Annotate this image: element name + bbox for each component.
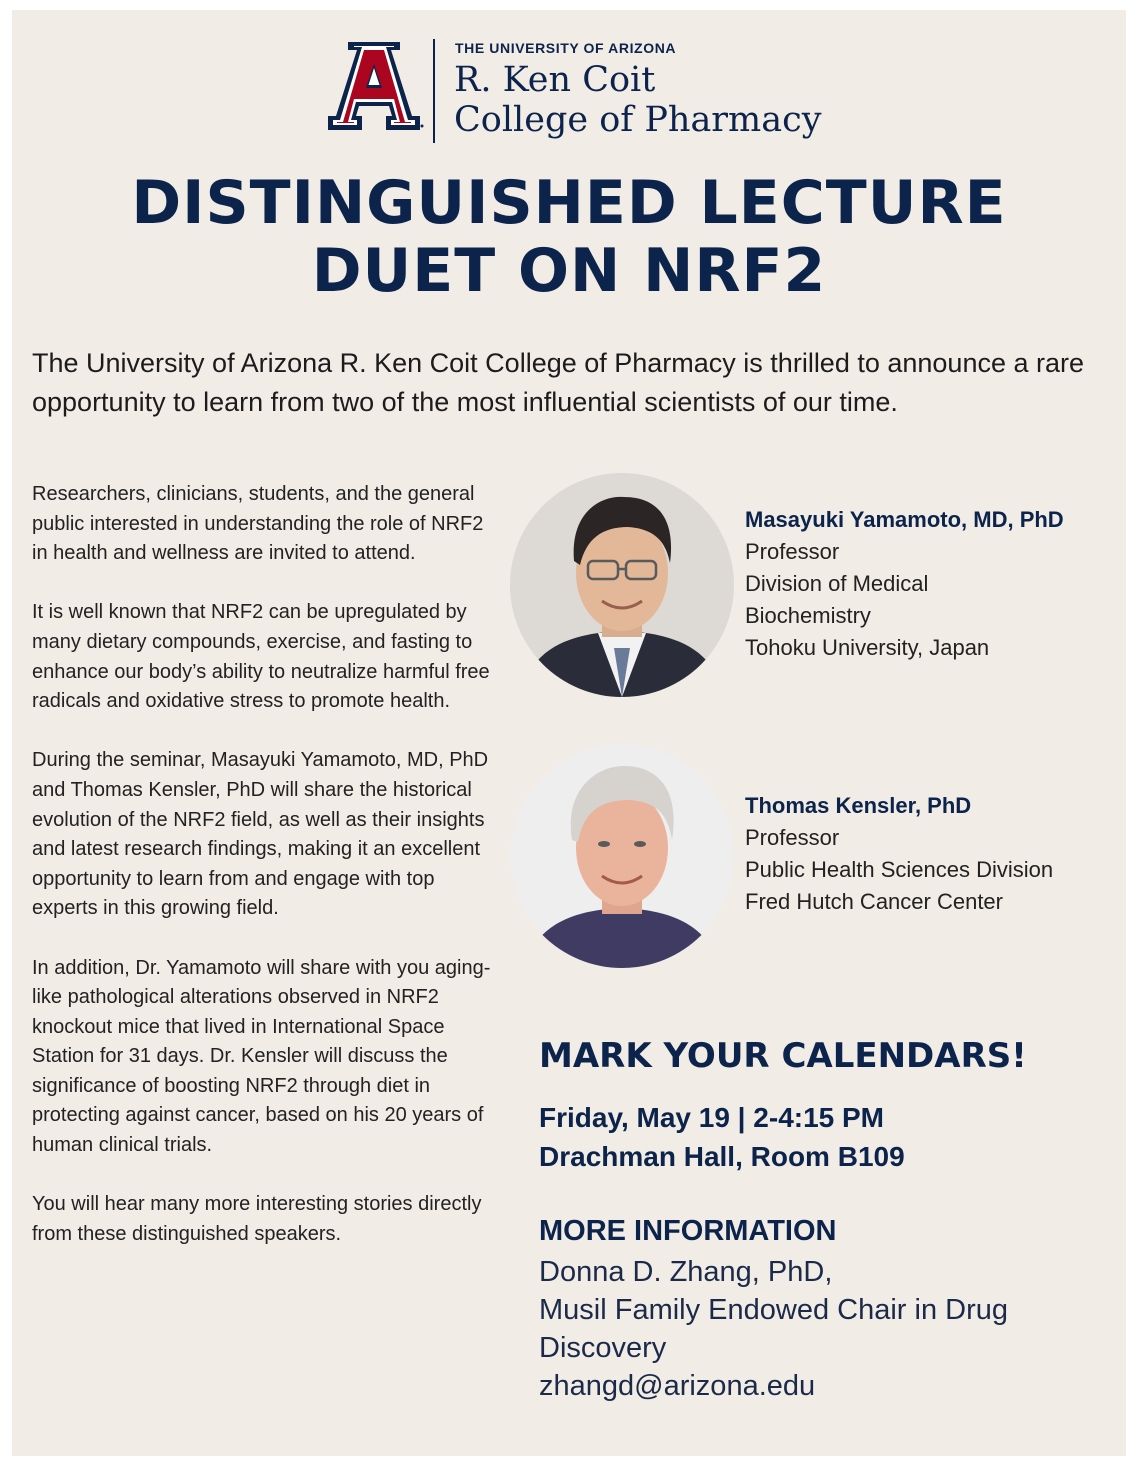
more-information-heading: MORE INFORMATION	[539, 1215, 837, 1247]
body-paragraph-closing: You will hear many more interesting stories directly from these distinguished speakers.	[32, 1193, 482, 1245]
speaker-yamamoto-info	[745, 504, 1125, 664]
speaker-yamamoto-photo	[510, 473, 734, 697]
body-paragraph-seminar: During the seminar, Masayuki Yamamoto, MD, PhD and Thomas Kensler, PhD will share the historical evolution of the NRF2 field, as well as their insights and latest research findings, making it an excellent opportunity to learn from and engage with top experts in this growing field.	[32, 749, 489, 920]
college-name-line1: R. Ken Coit	[454, 60, 656, 100]
event-location: Drachman Hall, Room B109	[539, 1141, 905, 1172]
speaker-kensler-info	[745, 790, 1125, 918]
contact-title-line2: Discovery	[539, 1332, 667, 1364]
body-paragraph-nrf2-background: It is well known that NRF2 can be upregulated by many dietary compounds, exercise, and fasting to enhance our body’s ability to neutralize harmful free radicals and oxidative stress to promote health.	[32, 601, 490, 713]
poster	[12, 10, 1126, 1456]
main-title-line2: DUET ON NRF2	[311, 236, 827, 306]
portrait-yamamoto-icon	[510, 473, 734, 697]
body-paragraph-topics: In addition, Dr. Yamamoto will share with you aging-like pathological alterations observed in NRF2 knockout mice that lived in International Space Station for 31 days. Dr. Kensler will discuss the significance of boosting NRF2 through diet in protecting against cancer, based on his 20 years of human clinical trials.	[32, 956, 491, 1157]
speaker-department: Public Health Sciences Division	[745, 857, 1054, 882]
speaker-name: Masayuki Yamamoto, MD, PhD	[745, 507, 1064, 532]
body-paragraph-audience: Researchers, clinicians, students, and the general public interested in understanding the role of NRF2 in health and wellness are invited to attend.	[32, 483, 484, 565]
contact-title-line1: Musil Family Endowed Chair in Drug	[539, 1294, 1008, 1326]
contact-name: Donna D. Zhang, PhD,	[539, 1256, 833, 1288]
speaker-title: Professor	[745, 825, 840, 850]
speaker-title: Professor	[745, 539, 840, 564]
contact-info	[539, 1253, 1119, 1405]
main-title-line1: DISTINGUISHED LECTURE	[131, 168, 1007, 238]
university-a-logo-icon	[324, 42, 424, 130]
event-date-time: Friday, May 19 | 2-4:15 PM	[539, 1102, 885, 1133]
speaker-affiliation: Fred Hutch Cancer Center	[745, 889, 1003, 914]
speaker-department-line1: Division of Medical	[745, 571, 929, 596]
portrait-kensler-icon	[510, 744, 734, 968]
speaker-affiliation: Tohoku University, Japan	[745, 635, 990, 660]
university-name: THE UNIVERSITY OF ARIZONA	[455, 40, 677, 56]
body-column	[32, 480, 502, 1279]
speaker-kensler-photo	[510, 744, 734, 968]
mark-your-calendars-heading: MARK YOUR CALENDARS!	[539, 1036, 1027, 1076]
logo-divider	[433, 39, 435, 143]
speaker-name: Thomas Kensler, PhD	[745, 793, 972, 818]
speaker-department-line2: Biochemistry	[745, 603, 871, 628]
lead-paragraph: The University of Arizona R. Ken Coit College of Pharmacy is thrilled to announce a rare opportunity to learn from two of the most influential scientists of our time.	[32, 348, 1085, 417]
college-name-line2: College of Pharmacy	[454, 100, 822, 140]
contact-email-link[interactable]: zhangd@arizona.edu	[539, 1370, 816, 1402]
